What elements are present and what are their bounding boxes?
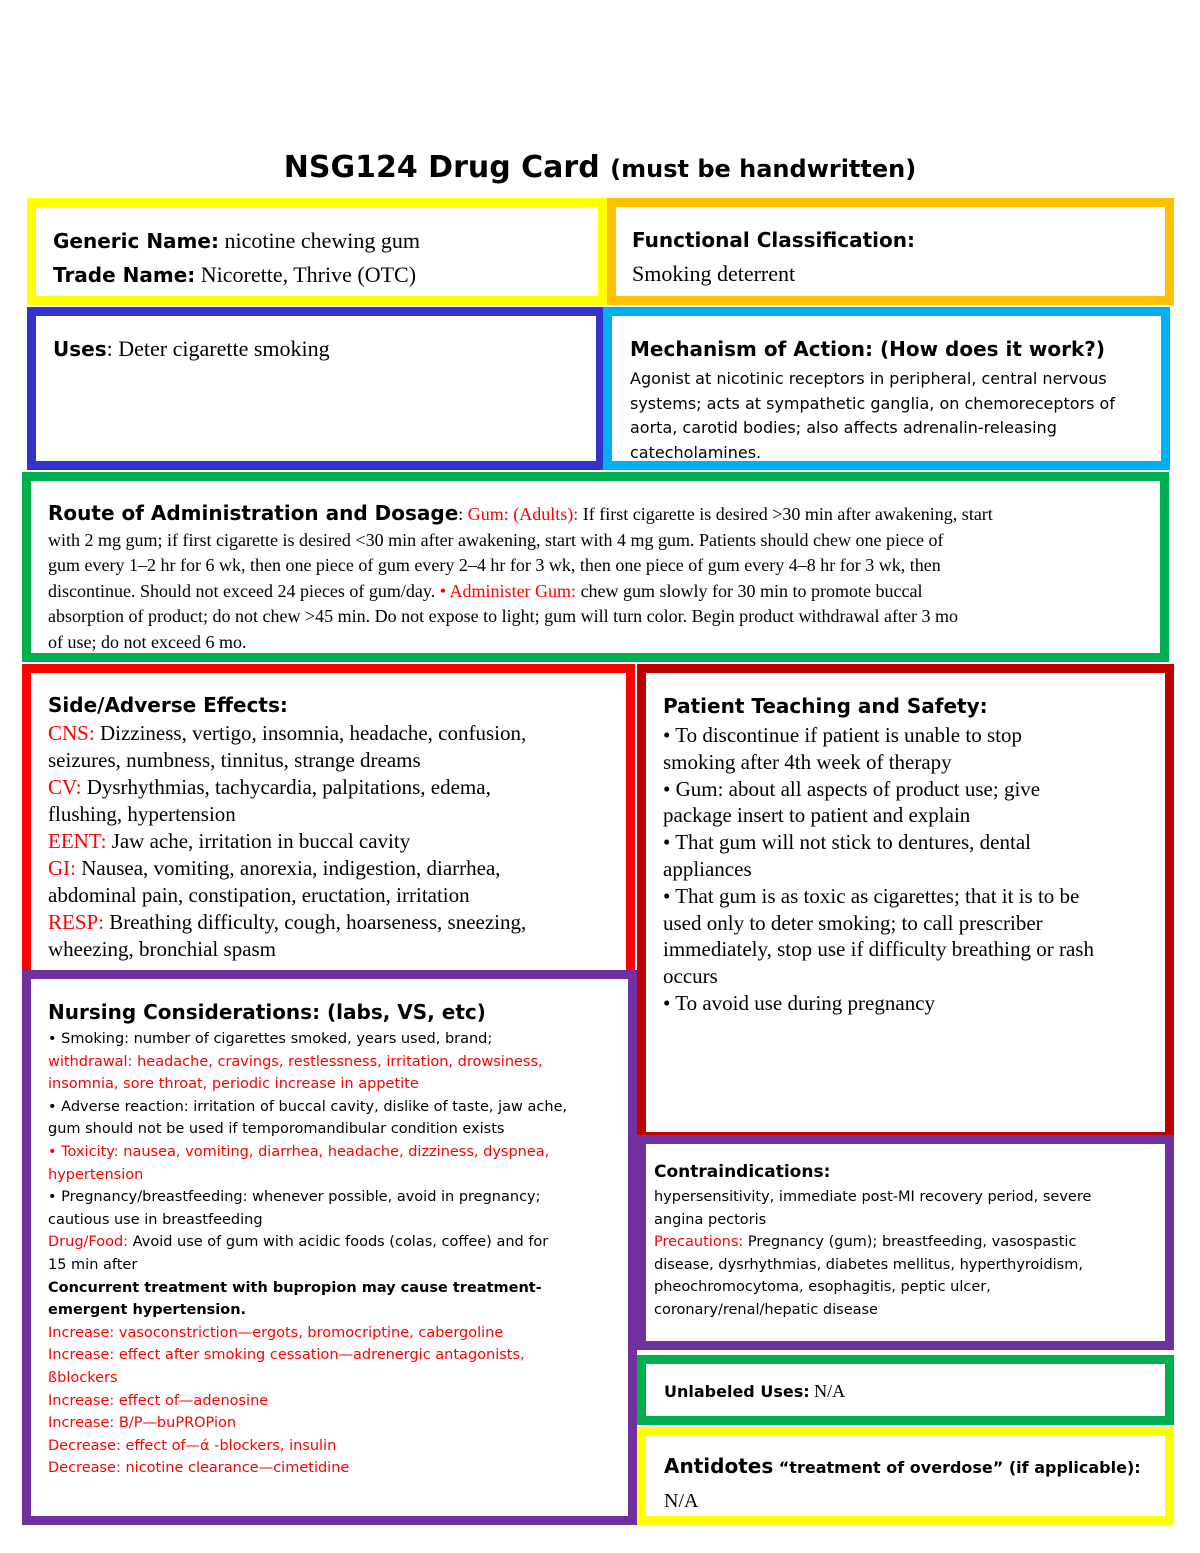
generic-name-box	[27, 198, 607, 305]
contraindication-line: disease, dysrhythmias, diabetes mellitus, hyperthyroidism,	[654, 1256, 1083, 1273]
uses-colon: :	[106, 336, 113, 361]
route-line: gum every 1–2 hr for 6 wk, then one piece of gum every 2–4 hr for 3 wk, then one piece of gum every 4–8 hr for 3 wk, then	[48, 555, 941, 575]
contraindications-box	[637, 1135, 1174, 1350]
resp-label: RESP:	[48, 910, 105, 934]
nursing-line: withdrawal: headache, cravings, restlessness, irritation, drowsiness,	[48, 1053, 543, 1070]
antidotes-sub: “treatment of overdose” (if applicable):	[773, 1458, 1141, 1477]
side-effect-text: Nausea, vomiting, anorexia, indigestion, diarrhea,	[76, 856, 501, 880]
functional-classification-label: Functional Classification:	[632, 228, 915, 252]
side-effects-label: Side/Adverse Effects:	[48, 693, 288, 717]
teaching-line: • To avoid use during pregnancy	[663, 990, 936, 1015]
title-sub: (must be handwritten)	[610, 155, 917, 183]
contraindications-label: Contraindications:	[654, 1162, 831, 1182]
side-effect-text: Dizziness, vertigo, insomnia, headache, confusion,	[94, 721, 527, 745]
uses-label: Uses	[53, 337, 107, 361]
route-line: with 2 mg gum; if first cigarette is desired <30 min after awakening, start with 4 mg gum. Patients should chew one piece of	[48, 529, 944, 550]
drug-food-label: Drug/Food:	[48, 1234, 129, 1251]
contraindication-line: hypersensitivity, immediate post-MI recovery period, severe	[654, 1189, 1092, 1205]
unlabeled-uses-box	[637, 1355, 1174, 1425]
nursing-line: • Adverse reaction: irritation of buccal cavity, dislike of taste, jaw ache,	[48, 1098, 568, 1115]
nursing-line: Increase: effect of—adenosine	[48, 1392, 269, 1409]
teaching-line: • Gum: about all aspects of product use; give	[663, 776, 1041, 801]
mechanism-label: Mechanism of Action: (How does it work?)	[630, 337, 1105, 361]
generic-name-label: Generic Name:	[53, 229, 219, 253]
generic-name-value: nicotine chewing gum	[218, 228, 420, 253]
nursing-line: ßblockers	[48, 1369, 118, 1386]
route-line: discontinue. Should not exceed 24 pieces of gum/day.	[48, 580, 440, 601]
teaching-line: package insert to patient and explain	[663, 803, 971, 828]
nursing-line: Concurrent treatment with bupropion may cause treatment-	[48, 1279, 542, 1296]
nursing-line: Increase: vasoconstriction—ergots, bromocriptine, cabergoline	[48, 1324, 504, 1341]
nursing-line: insomnia, sore throat, periodic increase in appetite	[48, 1076, 419, 1093]
side-effect-text: Jaw ache, irritation in buccal cavity	[106, 829, 411, 853]
contraindication-line: Pregnancy (gum); breastfeeding, vasospastic	[743, 1234, 1077, 1251]
nursing-line: Decrease: effect of—ά -blockers, insulin	[48, 1437, 337, 1454]
eent-label: EENT:	[48, 829, 107, 853]
nursing-line: • Smoking: number of cigarettes smoked, years used, brand;	[48, 1031, 493, 1047]
nursing-line: • Toxicity: nausea, vomiting, diarrhea, headache, dizziness, dyspnea,	[48, 1143, 550, 1160]
teaching-line: • That gum will not stick to dentures, dental	[663, 830, 1031, 855]
functional-classification-box	[607, 198, 1174, 305]
precautions-label: Precautions:	[654, 1234, 744, 1251]
uses-value: Deter cigarette smoking	[112, 336, 330, 361]
side-effect-text: seizures, numbness, tinnitus, strange dreams	[48, 748, 421, 772]
route-administer-label: • Administer Gum:	[439, 580, 577, 601]
unlabeled-uses-label: Unlabeled Uses:	[664, 1382, 810, 1401]
functional-classification-value: Smoking deterrent	[632, 261, 796, 286]
gi-label: GI:	[48, 856, 76, 880]
route-label: Route of Administration and Dosage	[48, 501, 459, 525]
antidotes-label: Antidotes	[664, 1454, 774, 1478]
side-effect-text: Dysrhythmias, tachycardia, palpitations, edema,	[81, 775, 491, 799]
mechanism-box	[603, 307, 1170, 470]
route-line: chew gum slowly for 30 min to promote buccal	[576, 580, 923, 601]
side-effect-text: flushing, hypertension	[48, 802, 236, 826]
teaching-line: • That gum is as toxic as cigarettes; that it is to be	[663, 883, 1080, 908]
patient-teaching-label: Patient Teaching and Safety:	[663, 694, 988, 718]
route-line: If first cigarette is desired >30 min after awakening, start	[578, 504, 993, 524]
mechanism-line: systems; acts at sympathetic ganglia, on chemoreceptors of	[630, 393, 1115, 413]
teaching-line: used only to deter smoking; to call prescriber	[663, 910, 1043, 935]
teaching-line: • To discontinue if patient is unable to stop	[663, 723, 1022, 747]
unlabeled-uses-value: N/A	[809, 1381, 846, 1401]
uses-box	[27, 307, 605, 470]
mechanism-line: aorta, carotid bodies; also affects adrenalin-releasing	[630, 418, 1057, 437]
route-colon: :	[458, 504, 464, 524]
trade-name-label: Trade Name:	[53, 263, 196, 287]
nursing-line: cautious use in breastfeeding	[48, 1211, 263, 1228]
nursing-line: Increase: effect after smoking cessation—adrenergic antagonists,	[48, 1347, 525, 1364]
title-main: NSG124 Drug Card	[283, 150, 600, 185]
nursing-line: • Pregnancy/breastfeeding: whenever possible, avoid in pregnancy;	[48, 1189, 541, 1206]
nursing-line: 15 min after	[48, 1256, 138, 1273]
patient-teaching-box	[637, 664, 1174, 1141]
cns-label: CNS:	[48, 721, 95, 745]
nursing-label: Nursing Considerations: (labs, VS, etc)	[48, 1000, 486, 1024]
route-box	[22, 472, 1169, 662]
antidotes-value: N/A	[664, 1490, 699, 1512]
contraindication-line: pheochromocytoma, esophagitis, peptic ulcer,	[654, 1279, 991, 1296]
teaching-line: immediately, stop use if difficulty breathing or rash	[663, 937, 1094, 962]
side-effect-text: abdominal pain, constipation, eructation, irritation	[48, 883, 470, 907]
route-line: of use; do not exceed 6 mo.	[48, 631, 247, 652]
contraindication-line: coronary/renal/hepatic disease	[654, 1301, 878, 1318]
nursing-line: gum should not be used if temporomandibular condition exists	[48, 1121, 505, 1138]
nursing-considerations-box	[22, 970, 637, 1525]
route-gum-label: Gum: (Adults):	[463, 504, 579, 524]
teaching-line: occurs	[663, 964, 718, 989]
mechanism-line: Agonist at nicotinic receptors in peripheral, central nervous	[630, 369, 1107, 388]
antidotes-box	[637, 1427, 1174, 1525]
nursing-line: emergent hypertension.	[48, 1302, 247, 1319]
nursing-line: Increase: B/P—buPROPion	[48, 1415, 237, 1432]
side-effect-text: wheezing, bronchial spasm	[48, 937, 277, 961]
nursing-line: Decrease: nicotine clearance—cimetidine	[48, 1460, 350, 1477]
side-effect-text: Breathing difficulty, cough, hoarseness, sneezing,	[104, 910, 527, 934]
contraindication-line: angina pectoris	[654, 1211, 767, 1228]
mechanism-line: catecholamines.	[630, 442, 762, 462]
nursing-line: Avoid use of gum with acidic foods (colas, coffee) and for	[128, 1234, 549, 1251]
route-line: absorption of product; do not chew >45 min. Do not expose to light; gum will turn color. Begin product withdrawal after 3 mo	[48, 606, 959, 626]
trade-name-value: Nicorette, Thrive (OTC)	[195, 262, 417, 287]
teaching-line: smoking after 4th week of therapy	[663, 749, 952, 774]
teaching-line: appliances	[663, 856, 752, 881]
page-title	[0, 150, 1200, 185]
nursing-line: hypertension	[48, 1166, 144, 1183]
side-effects-box	[22, 664, 635, 980]
cv-label: CV:	[48, 775, 82, 799]
